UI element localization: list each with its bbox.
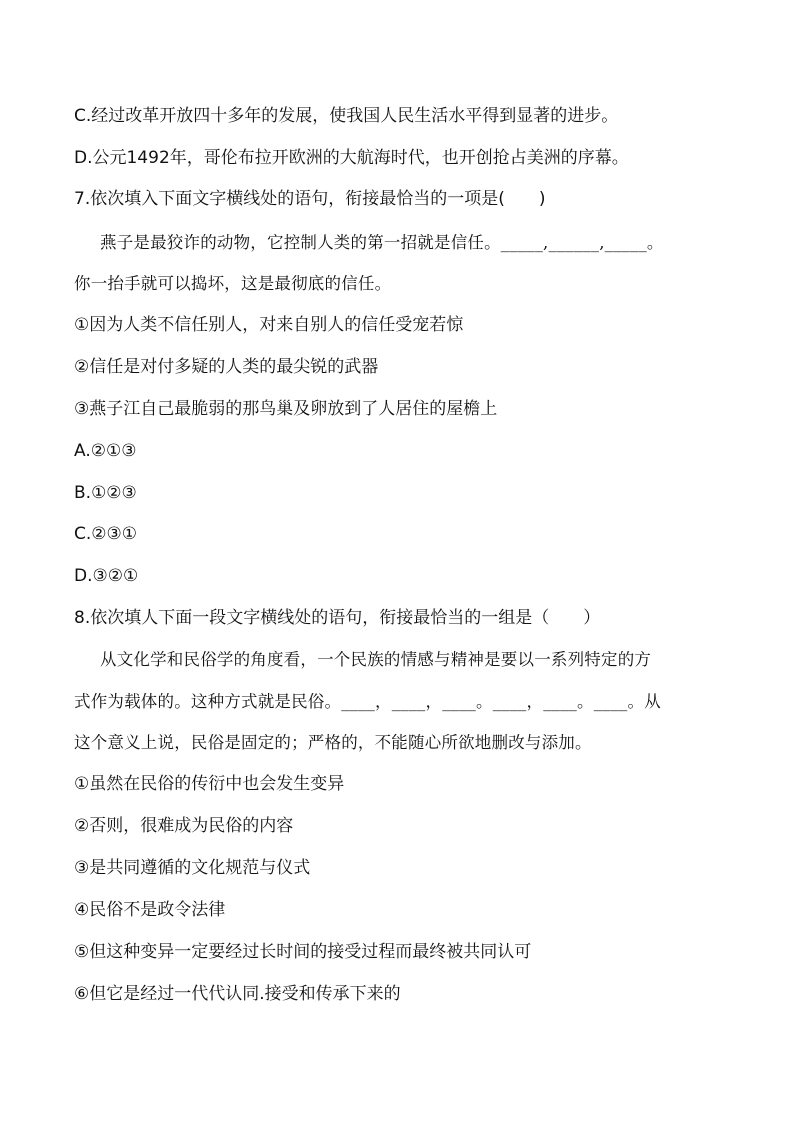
question-8-item-3: ③是共同遵循的文化规范与仪式: [74, 858, 311, 878]
question-8-stem: 8.依次填人下面一段文字横线处的语句，衔接最恰当的一组是（ ）: [74, 608, 601, 628]
question-7-item-3: ③燕子江自己最脆弱的那鸟巢及卵放到了人居住的屋檐上: [74, 399, 498, 419]
question-7-stem: 7.依次填入下面文字横线处的语句，衔接最恰当的一项是( ): [74, 189, 546, 209]
question-8-passage-line-1: 从文化学和民俗学的角度看，一个民族的情感与精神是要以一系列特定的方: [100, 650, 652, 669]
question-7-passage-line-2: 你一抬手就可以捣坏，这是最彻底的信任。: [74, 274, 392, 293]
question-8-passage-line-2: 式作为载体的。这种方式就是民俗。____，____，____。____，____。____。从: [74, 692, 661, 711]
question-8-item-1: ①虽然在民俗的传衍中也会发生变异: [74, 774, 345, 794]
option-d-previous: D.公元1492年，哥伦布拉开欧洲的大航海时代，也开创抢占美洲的序幕。: [74, 148, 629, 168]
question-8-item-2: ②否则，很难成为民俗的内容: [74, 816, 294, 836]
question-8-passage-line-3: 这个意义上说，民俗是固定的；严格的，不能随心所欲地删改与添加。: [74, 733, 592, 752]
question-7-item-1: ①因为人类不信任别人，对来自别人的信任受宠若惊: [74, 315, 464, 335]
question-7-option-d: D.③②①: [74, 566, 139, 586]
question-7-option-a: A.②①③: [74, 441, 137, 461]
question-7-item-2: ②信任是对付多疑的人类的最尖锐的武器: [74, 357, 379, 377]
question-8-item-5: ⑤但这种变异一定要经过长时间的接受过程而最终被共同认可: [74, 942, 532, 962]
question-8-item-4: ④民俗不是政令法律: [74, 900, 226, 920]
question-7-option-b: B.①②③: [74, 483, 137, 503]
question-7-option-c: C.②③①: [74, 524, 137, 544]
question-7-passage-line-1: 燕子是最狡诈的动物，它控制人类的第一招就是信任。_____,______,_____。: [100, 233, 664, 252]
option-c-previous: C.经过改革开放四十多年的发展，使我国人民生活水平得到显著的进步。: [74, 106, 619, 126]
question-8-item-6: ⑥但它是经过一代代认同.接受和传承下来的: [74, 984, 401, 1004]
